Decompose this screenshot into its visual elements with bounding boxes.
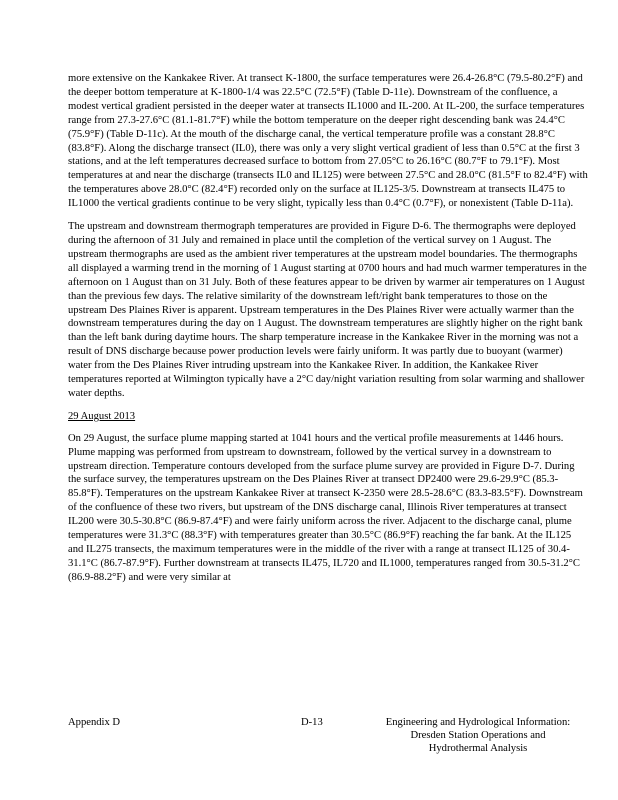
footer-appendix-label: Appendix D [68, 717, 121, 728]
paragraph-3: On 29 August, the surface plume mapping started at 1041 hours and the vertical profile measurements at 1446 hours. Plume mapping was performed from upstream to downstream, followed by the vertical survey in a downstream to upstream direction. Temperature contours developed from the surface plume survey are provided in Figure D-7. During the surface survey, the temperatures upstream on the Des Plaines River at transect DP2400 were 29.6-29.9°C (85.3-85.8°F). Temperatures on the upstream Kankakee River at transect K-2350 were 28.5-28.6°C (83.3-83.5°F). Downstream of the confluence of these two rivers, but upstream of the DNS discharge canal, Illinois River temperatures at transect IL200 were 30.5-30.8°C (86.9-87.4°F) and were fairly uniform across the river. Adjacent to the discharge canal, plume temperatures were 31.3°C (88.3°F) with temperatures greater than 30.5°C (86.9°F) reaching the far bank. At the IL125 and IL275 transects, the maximum temperatures were in the middle of the river with a range at transect IL125 of 30.4-31.1°C (86.7-87.9°F). Further downstream at transects IL475, IL720 and IL1000, temperatures ranged from 30.5-31.2°C (86.9-88.2°F) and were very similar at [68, 432, 583, 583]
section-heading: 29 August 2013 [68, 410, 136, 422]
footer-title-line-1: Engineering and Hydrological Information: [385, 717, 571, 728]
footer-document-title [358, 716, 598, 756]
footer-title-line-2: Dresden Station Operations and [410, 730, 546, 742]
paragraph-2: The upstream and downstream thermograph temperatures are provided in Figure D-6. The thermographs were deployed during the afternoon of 31 July and remained in place until the completion of the vertical survey on 1 August. The upstream thermographs are used as the ambient river temperatures at the upstream model boundaries. The thermographs all displayed a warming trend in the morning of 1 August starting at 0700 hours and had much warmer temperatures in the afternoon on 1 August than on 31 July. Both of these features appear to be driven by warmer air temperatures on 1 August than the previous few days. The relative similarity of the downstream left/right bank temperatures to those on the upstream Des Plaines River is apparent. Upstream temperatures in the Des Plaines River were actually warmer than the downstream temperatures during the day on 1 August. The downstream temperatures are slightly higher on the right bank than the left bank during daytime hours. The sharp temperature increase in the Kankakee River in the morning was not a result of DNS discharge because power production levels were fairly uniform. It was partly due to buoyant (warmer) water from the Des Plaines River intruding upstream into the Kankakee River. In addition, the Kankakee River temperatures reported at Wilmington typically have a 2°C day/night variation resulting from solar warming and shallower water depths. [68, 221, 587, 399]
footer-title-line-3: Hydrothermal Analysis [428, 743, 528, 755]
footer-page-number: D-13 [301, 717, 323, 728]
page-footer [68, 716, 598, 766]
paragraph-1: more extensive on the Kankakee River. At transect K-1800, the surface temperatures were 26.4-26.8°C (79.5-80.2°F) and the deeper bottom temperature at K-1800-1/4 was 22.5°C (72.5°F) (Table D-11e). Downstream of the confluence, a modest vertical gradient persisted in the deeper water at transects IL1000 and IL-200. At IL-200, the surface temperatures range from 27.3-27.6°C (81.1-81.7°F) while the bottom temperature on the deeper right descending bank was 24.4°C (75.9°F) (Table D-11c). At the mouth of the discharge canal, the vertical temperature profile was a constant 28.8°C (83.8°F). Along the discharge transect (IL0), there was only a very slight vertical gradient of less than 0.5°C at the first 3 stations, and at the left temperatures decreased surface to bottom from 27.05°C to 26.16°C (80.7°F to 79.1°F). Most temperatures at and near the discharge (transects IL0 and IL125) were between 27.5°C and 28.0°C (81.5°F to 82.4°F) with the temperatures above 28.0°C (82.4°F) recorded only on the surface at IL125-3/5. Downstream at transects IL475 to IL1000 the vertical gradients continue to be very slight, typically less than 0.4°C (0.7°F), or nonexistent (Table D-11a). [68, 73, 588, 210]
body-text [68, 72, 588, 594]
